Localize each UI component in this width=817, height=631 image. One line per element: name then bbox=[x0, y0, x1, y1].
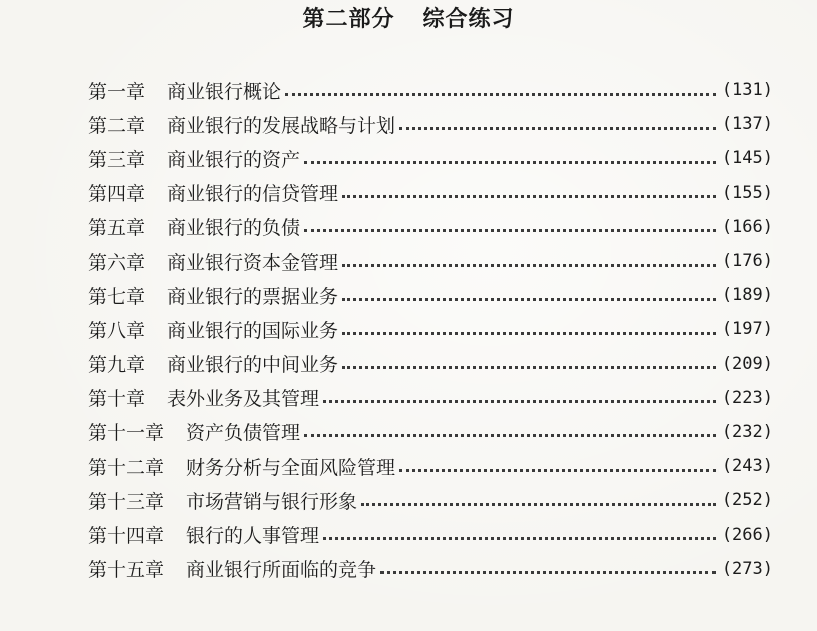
chapter-title: 商业银行概论 bbox=[167, 80, 282, 103]
toc-entry bbox=[88, 347, 773, 381]
toc-entry bbox=[88, 210, 773, 244]
toc-entry bbox=[88, 483, 773, 517]
toc-entry bbox=[88, 107, 773, 141]
toc-entry bbox=[88, 244, 773, 278]
dot-leader bbox=[304, 434, 716, 437]
chapter-title: 商业银行的发展战略与计划 bbox=[167, 114, 396, 137]
chapter-title: 商业银行所面临的竞争 bbox=[186, 559, 377, 582]
toc-entry bbox=[88, 278, 773, 312]
page-number: (223) bbox=[721, 387, 773, 408]
chapter-number: 第十四章 bbox=[88, 525, 165, 548]
page-number: (197) bbox=[721, 319, 773, 340]
chapter-number: 第三章 bbox=[88, 148, 146, 171]
toc-entry bbox=[88, 415, 773, 449]
chapter-number: 第十五章 bbox=[88, 559, 165, 582]
chapter-title: 表外业务及其管理 bbox=[167, 388, 320, 411]
page-number: (209) bbox=[721, 353, 773, 374]
page-number: (273) bbox=[721, 558, 773, 579]
chapter-title: 商业银行的资产 bbox=[167, 148, 301, 171]
dot-leader bbox=[342, 366, 716, 369]
chapter-number: 第八章 bbox=[88, 319, 146, 342]
toc-entry bbox=[88, 312, 773, 346]
page-number: (252) bbox=[721, 490, 773, 511]
chapter-title: 商业银行资本金管理 bbox=[167, 251, 339, 274]
chapter-number: 第十章 bbox=[88, 388, 146, 411]
chapter-number: 第二章 bbox=[88, 114, 146, 137]
chapter-title: 市场营销与银行形象 bbox=[186, 490, 358, 513]
dot-leader bbox=[342, 264, 716, 267]
toc-entry bbox=[88, 141, 773, 175]
dot-leader bbox=[323, 400, 716, 403]
toc-entry bbox=[88, 552, 773, 586]
dot-leader bbox=[399, 127, 716, 130]
dot-leader bbox=[399, 469, 716, 472]
page-number: (176) bbox=[721, 251, 773, 272]
page-number: (232) bbox=[721, 421, 773, 442]
chapter-number: 第四章 bbox=[88, 183, 146, 206]
page-number: (131) bbox=[721, 80, 773, 101]
page-number: (145) bbox=[721, 148, 773, 169]
chapter-number: 第一章 bbox=[88, 80, 146, 103]
toc-entry bbox=[88, 381, 773, 415]
page-number: (155) bbox=[721, 182, 773, 203]
part-label: 第二部分 bbox=[302, 7, 395, 32]
chapter-title: 资产负债管理 bbox=[186, 422, 301, 445]
chapter-title: 商业银行的中间业务 bbox=[167, 354, 339, 377]
dot-leader bbox=[304, 161, 716, 164]
dot-leader bbox=[323, 537, 716, 540]
toc-entry bbox=[88, 449, 773, 483]
chapter-number: 第七章 bbox=[88, 285, 146, 308]
toc-entry bbox=[88, 73, 773, 107]
chapter-title: 商业银行的国际业务 bbox=[167, 319, 339, 342]
dot-leader bbox=[380, 571, 716, 574]
chapter-title: 商业银行的信贷管理 bbox=[167, 183, 339, 206]
page-number: (166) bbox=[721, 216, 773, 237]
toc-entry bbox=[88, 517, 773, 551]
dot-leader bbox=[342, 298, 716, 301]
dot-leader bbox=[361, 503, 716, 506]
chapter-number: 第十三章 bbox=[88, 490, 165, 513]
chapter-number: 第十二章 bbox=[88, 456, 165, 479]
chapter-title: 商业银行的负债 bbox=[167, 217, 301, 240]
chapter-title: 银行的人事管理 bbox=[186, 525, 320, 548]
toc-entry bbox=[88, 176, 773, 210]
chapter-number: 第九章 bbox=[88, 354, 146, 377]
page-number: (266) bbox=[721, 524, 773, 545]
page-title bbox=[0, 2, 817, 33]
dot-leader bbox=[342, 195, 716, 198]
page-number: (137) bbox=[721, 114, 773, 135]
chapter-title: 商业银行的票据业务 bbox=[167, 285, 339, 308]
page-number: (243) bbox=[721, 456, 773, 477]
dot-leader bbox=[304, 229, 716, 232]
chapter-number: 第十一章 bbox=[88, 422, 165, 445]
chapter-number: 第六章 bbox=[88, 251, 146, 274]
page-number: (189) bbox=[721, 285, 773, 306]
chapter-title: 财务分析与全面风险管理 bbox=[186, 456, 396, 479]
dot-leader bbox=[285, 93, 716, 96]
part-title: 综合练习 bbox=[422, 7, 515, 32]
chapter-number: 第五章 bbox=[88, 217, 146, 240]
dot-leader bbox=[342, 332, 716, 335]
table-of-contents bbox=[88, 73, 773, 586]
